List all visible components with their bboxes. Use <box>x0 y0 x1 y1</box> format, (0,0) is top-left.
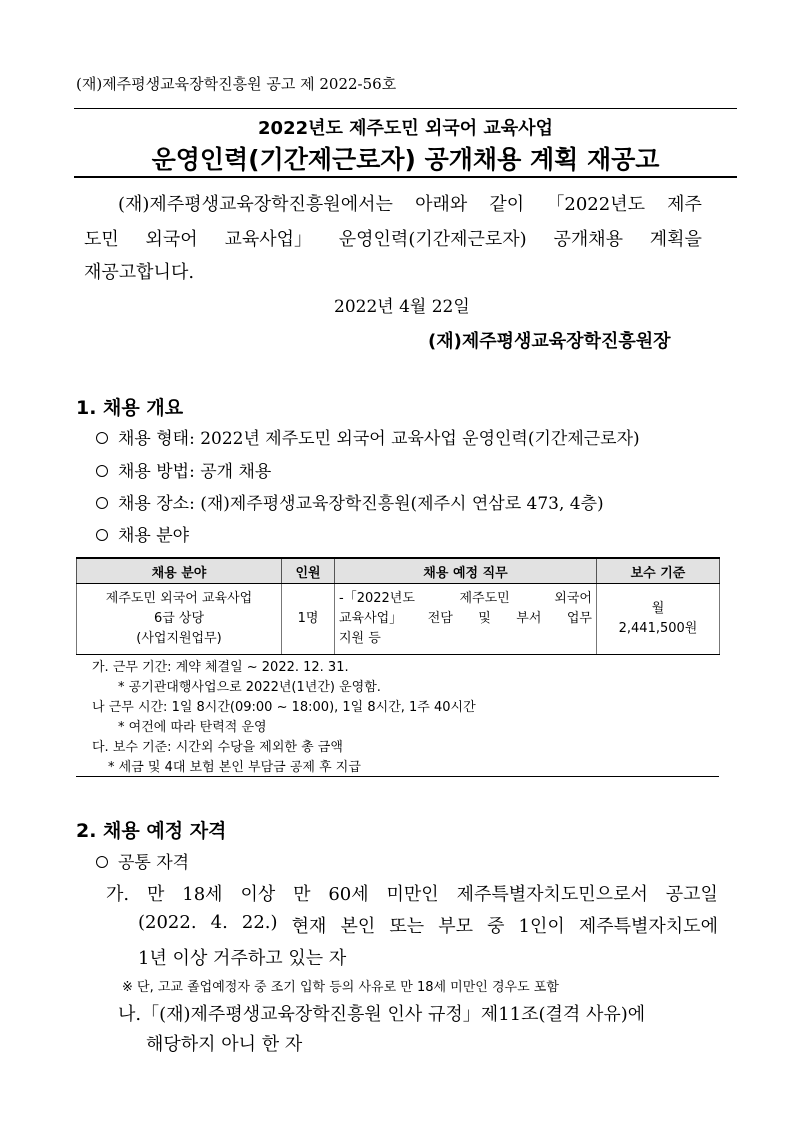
note-work-period-sub: * 공기관대행사업으로 2022년(1년간) 운영함. <box>118 680 381 695</box>
overview-item-place: 채용 장소: (재)제주평생교육장학진흥원(제주시 연삼로 473, 4층) <box>96 489 604 514</box>
note-work-hours-sub: * 여건에 따라 탄력적 운영 <box>118 720 267 735</box>
section-1-heading: 1. 채용 개요 <box>76 397 184 419</box>
common-qualification-heading: 공통 자격 <box>96 848 189 873</box>
intro-line-2: 도민 외국어 교육사업」 운영인력(기간제근로자) 공개채용 계획을 <box>84 229 702 250</box>
circle-bullet-icon <box>96 497 108 509</box>
notice-number: (재)제주평생교육장학진흥원 공고 제 2022-56호 <box>76 75 397 93</box>
intro-line-1: (재)제주평생교육장학진흥원에서는 아래와 같이 「2022년도 제주 <box>118 194 702 215</box>
cell-field: 제주도민 외국어 교육사업 6급 상당 (사업지원업무) <box>77 584 282 655</box>
note-work-hours: 나 근무 시간: 1일 8시간(09:00 ~ 18:00), 1일 8시간, 1주 40시간 <box>92 700 476 715</box>
title-bottom-rule <box>74 176 737 178</box>
qualification-na-line-2: 해당하지 아니 한 자 <box>146 1034 303 1055</box>
col-header-pay: 보수 기준 <box>597 558 720 584</box>
notice-date: 2022년 4월 22일 <box>334 297 470 317</box>
circle-bullet-icon <box>96 856 108 868</box>
qualification-na-line-1: 나.「(재)제주평생교육장학진흥원 인사 규정」제11조(결격 사유)에 <box>118 1004 646 1025</box>
col-header-count: 인원 <box>282 558 335 584</box>
cell-count: 1명 <box>282 584 335 655</box>
note-work-period: 가. 근무 기간: 계약 체결일 ~ 2022. 12. 31. <box>92 660 349 675</box>
circle-bullet-icon <box>96 432 108 444</box>
recruitment-table <box>76 557 720 655</box>
circle-bullet-icon <box>96 529 108 541</box>
qualification-ga-line-2: (2022. 4. 22.) 현재 본인 또는 부모 중 1인이 제주특별자치도에 <box>138 912 718 937</box>
overview-item-method: 채용 방법: 공개 채용 <box>96 457 271 482</box>
qualification-ga-line-3: 1년 이상 거주하고 있는 자 <box>138 948 347 969</box>
cell-duty: -「2022년도 제주도민 외국어 교육사업」 전담 및 부서 업무 지원 등 <box>335 584 597 655</box>
col-header-duty: 채용 예정 직무 <box>335 558 597 584</box>
table-notes <box>76 652 719 777</box>
circle-bullet-icon <box>96 465 108 477</box>
qualification-note: ※ 단, 고교 졸업예정자 중 조기 입학 등의 사유로 만 18세 미만인 경우도 포함 <box>122 980 559 995</box>
col-header-field: 채용 분야 <box>77 558 282 584</box>
qualification-ga-line-1: 가. 만 18세 이상 만 60세 미만인 제주특별자치도민으로서 공고일 <box>106 884 718 905</box>
note-pay: 다. 보수 기준: 시간외 수당을 제외한 총 금액 <box>92 740 343 755</box>
title-top-rule <box>74 108 737 109</box>
page-title: 운영인력(기간제근로자) 공개채용 계획 재공고 <box>151 145 660 174</box>
title-line-1: 2022년도 제주도민 외국어 교육사업 <box>258 118 553 139</box>
note-pay-sub: * 세금 및 4대 보험 본인 부담금 공제 후 지급 <box>108 760 361 775</box>
overview-item-type: 채용 형태: 2022년 제주도민 외국어 교육사업 운영인력(기간제근로자) <box>96 424 640 449</box>
section-2-heading: 2. 채용 예정 자격 <box>76 820 227 842</box>
table-row <box>77 584 720 655</box>
intro-line-3: 재공고합니다. <box>84 262 195 283</box>
overview-item-field: 채용 분야 <box>96 521 189 546</box>
issuer-name: (재)제주평생교육장학진흥원장 <box>428 331 671 352</box>
table-header-row <box>77 558 720 584</box>
cell-pay: 월 2,441,500원 <box>597 584 720 655</box>
